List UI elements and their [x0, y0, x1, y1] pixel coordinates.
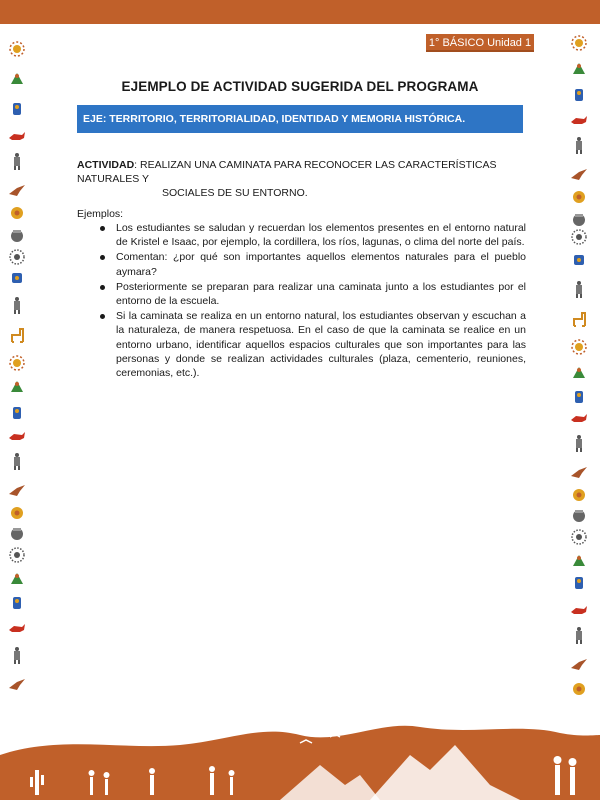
person-icon — [8, 296, 26, 314]
figure-icon — [8, 404, 26, 422]
bullet-icon — [100, 314, 105, 319]
condor-icon — [8, 182, 26, 200]
activity-text-line2: SOCIALES DE SU ENTORNO. — [162, 187, 308, 199]
figure-icon — [570, 252, 588, 270]
flower-icon — [8, 204, 26, 222]
condor-icon — [8, 482, 26, 500]
list-item: Posteriormente se preparan para realizar una caminata junto a los estudiantes por el entorno de la escuela. — [100, 280, 526, 308]
llama-icon — [570, 310, 588, 328]
sunburst-icon — [570, 528, 588, 546]
bird-icon — [570, 364, 588, 382]
left-decoration-column — [4, 32, 32, 712]
activity-text-line1: : REALIZAN UNA CAMINATA PARA RECONOCER LAS CARACTERÍSTICAS NATURALES Y — [77, 159, 497, 185]
condor-icon — [570, 166, 588, 184]
condor-icon — [570, 464, 588, 482]
bird-icon — [8, 378, 26, 396]
bullet-icon — [100, 226, 105, 231]
llama-icon — [8, 326, 26, 344]
examples-label: Ejemplos: — [77, 208, 124, 220]
figure-icon — [8, 594, 26, 612]
list-item: Comentan: ¿por qué son importantes aquellos elementos naturales para el pueblo aymara? — [100, 250, 526, 278]
person-icon — [8, 452, 26, 470]
condor-icon — [8, 676, 26, 694]
pot-icon — [8, 524, 26, 542]
bird-icon — [570, 60, 588, 78]
activity-description — [77, 158, 527, 200]
person-icon — [570, 280, 588, 298]
list-item: Si la caminata se realiza en un entorno natural, los estudiantes observan y escuchan a la naturaleza, de manera respetuosa. En el caso de que la caminata se realice en un entorno urbano, identificar aquellos espacios culturales que son importantes para las personas y donde se realizan actividades culturales (plaza, cementerio, reuniones, ceremonias, etc.). — [100, 309, 526, 380]
landscape-footer-illustration — [0, 715, 600, 800]
condor-icon — [570, 656, 588, 674]
bird-icon — [8, 570, 26, 588]
figure-icon — [570, 388, 588, 406]
fox-icon — [8, 428, 26, 446]
figure-icon — [570, 574, 588, 592]
list-item: Los estudiantes se saludan y recuerdan los elementos presentes en el entorno natural de Kristel e Isaac, por ejemplo, la cordillera, los ríos, lagunas, o clima del norte del país. — [100, 221, 526, 249]
person-icon — [570, 136, 588, 154]
fox-icon — [8, 620, 26, 638]
sunburst-icon — [8, 546, 26, 564]
fox-icon — [570, 112, 588, 130]
person-icon — [8, 646, 26, 664]
flower-icon — [570, 486, 588, 504]
fox-icon — [570, 410, 588, 428]
pot-icon — [570, 506, 588, 524]
activity-label: ACTIVIDAD — [77, 159, 135, 171]
flower-icon — [8, 504, 26, 522]
figure-icon — [8, 270, 26, 288]
person-icon — [570, 626, 588, 644]
pot-icon — [570, 210, 588, 228]
sunburst-icon — [570, 228, 588, 246]
fox-icon — [8, 128, 26, 146]
pot-icon — [8, 226, 26, 244]
top-band — [0, 0, 600, 24]
examples-list — [100, 221, 526, 381]
sun-icon — [570, 34, 588, 52]
sun-icon — [570, 338, 588, 356]
grade-badge: 1° BÁSICO Unidad 1 — [426, 34, 534, 52]
bullet-icon — [100, 285, 105, 290]
person-icon — [8, 152, 26, 170]
right-decoration-column — [566, 32, 594, 712]
flower-icon — [570, 188, 588, 206]
bullet-icon — [100, 255, 105, 260]
bird-icon — [570, 552, 588, 570]
figure-icon — [8, 100, 26, 118]
sun-icon — [8, 40, 26, 58]
axis-banner: EJE: TERRITORIO, TERRITORIALIDAD, IDENTIDAD Y MEMORIA HISTÓRICA. — [77, 105, 523, 133]
fox-icon — [570, 602, 588, 620]
person-icon — [570, 434, 588, 452]
page-title: EJEMPLO DE ACTIVIDAD SUGERIDA DEL PROGRAMA — [121, 79, 479, 94]
sun-icon — [8, 354, 26, 372]
flower-icon — [570, 680, 588, 698]
sunburst-icon — [8, 248, 26, 266]
